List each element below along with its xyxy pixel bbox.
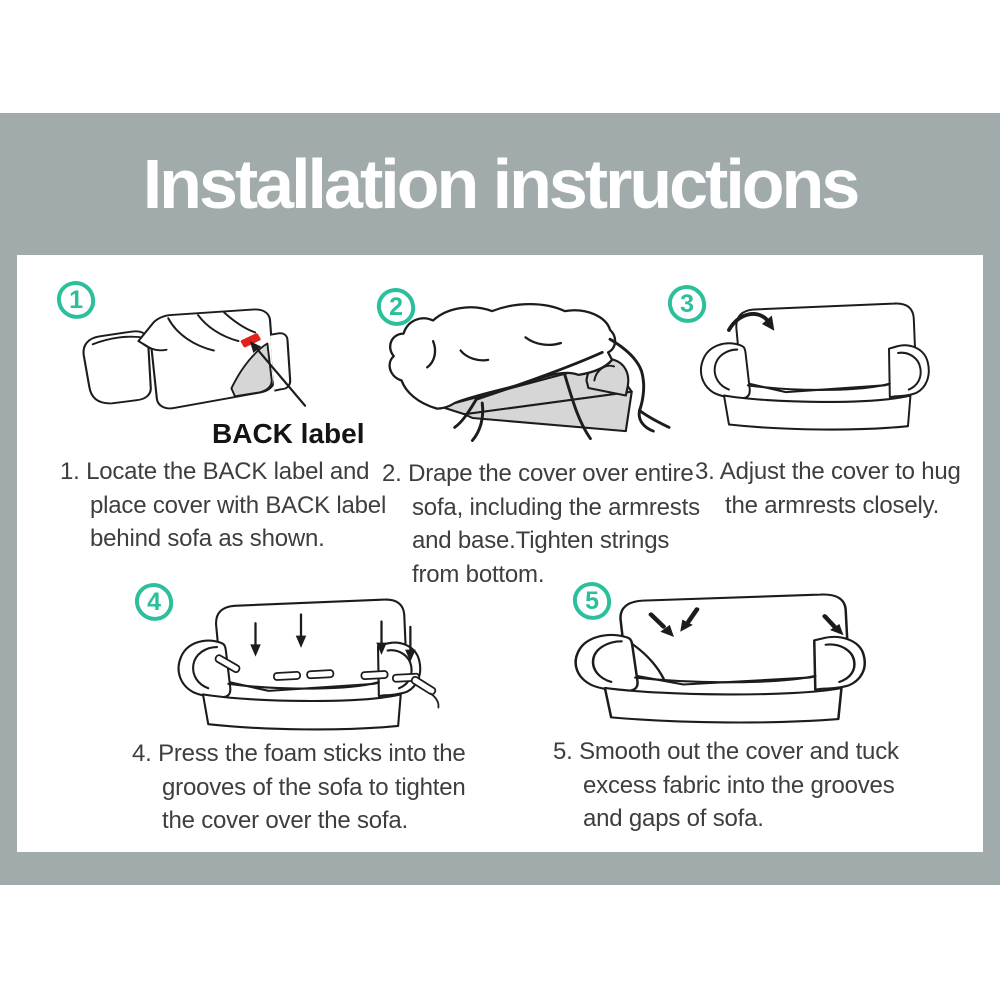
header-band bbox=[0, 113, 1000, 255]
foam-stick bbox=[274, 672, 301, 680]
sofa-skirt bbox=[605, 688, 842, 723]
step-2-illustration bbox=[378, 298, 673, 448]
sofa-skirt bbox=[203, 694, 401, 729]
step-4-number: 4 bbox=[147, 587, 161, 616]
step-3 bbox=[660, 270, 980, 565]
caption-line: 4. Press the foam sticks into the bbox=[132, 740, 466, 767]
step-5-caption bbox=[553, 735, 899, 836]
step-4-caption bbox=[132, 737, 466, 838]
back-label-annotation: BACK label bbox=[212, 418, 365, 449]
caption-line: grooves of the sofa to tighten bbox=[162, 773, 466, 801]
step-3-number: 3 bbox=[680, 289, 694, 318]
caption-line: 1. Locate the BACK label and bbox=[60, 458, 370, 485]
caption-line: sofa, including the armrests bbox=[412, 493, 700, 521]
step-1-number: 1 bbox=[69, 285, 83, 314]
caption-line: 2. Drape the cover over entire bbox=[382, 460, 694, 487]
step-3-caption bbox=[695, 455, 961, 522]
step-4 bbox=[130, 575, 500, 845]
caption-line: the armrests closely. bbox=[725, 491, 940, 519]
foam-stick bbox=[361, 671, 388, 679]
step-1 bbox=[50, 270, 387, 565]
step-2 bbox=[375, 270, 700, 588]
foam-stick bbox=[307, 670, 334, 678]
step-5-illustration bbox=[563, 592, 898, 726]
caption-line: 5. Smooth out the cover and tuck bbox=[553, 738, 899, 765]
step-5-number: 5 bbox=[585, 586, 599, 615]
gray-frame bbox=[0, 113, 1000, 885]
caption-line: excess fabric into the grooves bbox=[583, 771, 895, 799]
caption-line: and base.Tighten strings bbox=[412, 527, 670, 554]
caption-line: 3. Adjust the cover to hug bbox=[695, 458, 961, 485]
caption-line: from bottom. bbox=[412, 560, 545, 588]
caption-line: behind sofa as shown. bbox=[90, 525, 325, 552]
step-2-caption bbox=[382, 457, 700, 591]
caption-line: and gaps of sofa. bbox=[583, 805, 764, 832]
step-4-illustration bbox=[168, 597, 448, 733]
caption-line: place cover with BACK label bbox=[90, 491, 387, 519]
content-area bbox=[17, 255, 983, 852]
page-title: Installation instructions bbox=[142, 145, 858, 223]
step-2-number: 2 bbox=[389, 292, 403, 321]
sofa-skirt bbox=[724, 396, 910, 430]
step-1-caption bbox=[60, 455, 386, 556]
step-3-illustration bbox=[691, 301, 955, 433]
caption-line: the cover over the sofa. bbox=[162, 807, 409, 834]
step-5 bbox=[545, 575, 945, 845]
